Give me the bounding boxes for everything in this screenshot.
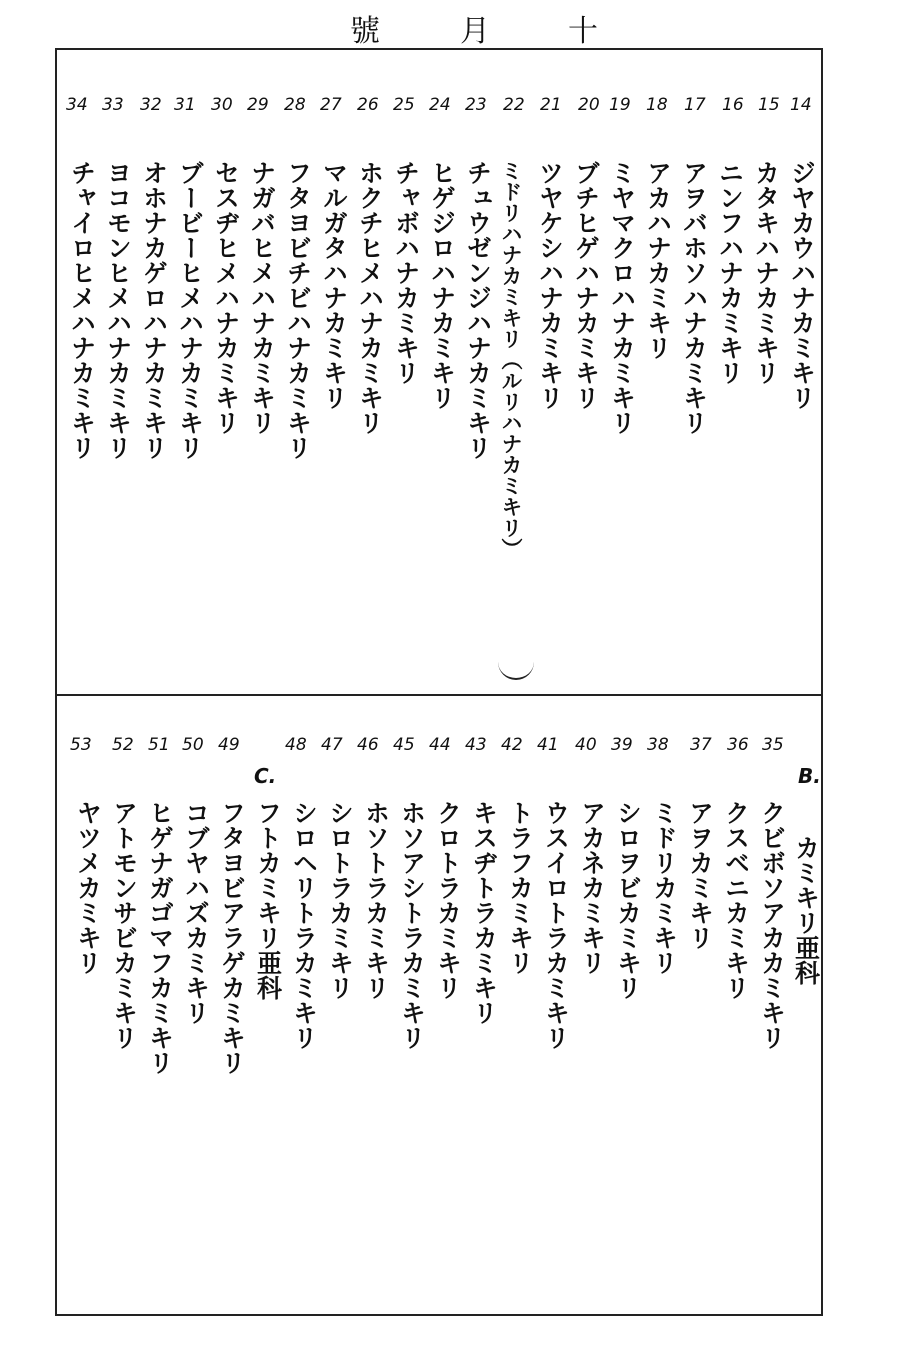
specimen-number: 20 <box>578 95 600 115</box>
group-marker-b: B. <box>798 764 821 788</box>
specimen-number: 29 <box>247 95 269 115</box>
species-name: ミヤマクロハナカミキリ <box>607 160 637 435</box>
species-name: キスヂトラカミキリ <box>469 800 499 1025</box>
specimen-number: 17 <box>684 95 706 115</box>
specimen-number: 41 <box>537 735 559 755</box>
specimen-number: 47 <box>321 735 343 755</box>
species-name: クスベニカミキリ <box>721 800 751 1000</box>
species-name: ミドリハナカミキリ（ルリハナカミキリ） <box>499 160 523 559</box>
specimen-number: 51 <box>148 735 170 755</box>
species-name: オホナカゲロハナカミキリ <box>139 160 169 460</box>
specimen-number: 36 <box>727 735 749 755</box>
specimen-number: 34 <box>66 95 88 115</box>
species-name: アカネカミキリ <box>577 800 607 975</box>
specimen-number: 35 <box>762 735 784 755</box>
specimen-number: 37 <box>690 735 712 755</box>
species-name: ホクチヒメハナカミキリ <box>355 160 385 435</box>
subfamily-heading: フトカミキリ亜科 <box>253 800 283 1000</box>
specimen-number: 23 <box>465 95 487 115</box>
species-name: ブービーヒメハナカミキリ <box>175 160 205 460</box>
specimen-number: 38 <box>647 735 669 755</box>
species-name: マルガタハナカミキリ <box>319 160 349 410</box>
specimen-number: 19 <box>609 95 631 115</box>
specimen-number: 30 <box>211 95 233 115</box>
species-name: ホソトラカミキリ <box>361 800 391 1000</box>
species-name: ヒゲジロハナカミキリ <box>427 160 457 410</box>
specimen-number: 16 <box>722 95 744 115</box>
specimen-number: 33 <box>102 95 124 115</box>
specimen-number: 28 <box>284 95 306 115</box>
species-name: ジヤカウハナカミキリ <box>787 160 817 410</box>
species-name: ナガバヒメハナカミキリ <box>247 160 277 435</box>
species-name: ヨコモンヒメハナカミキリ <box>103 160 133 460</box>
subfamily-heading: カミキリ亜科 <box>791 835 821 985</box>
specimen-number: 15 <box>758 95 780 115</box>
species-name: クビボソアカカミキリ <box>757 800 787 1050</box>
specimen-number: 46 <box>357 735 379 755</box>
species-name: アヲバホソハナカミキリ <box>679 160 709 435</box>
specimen-number: 44 <box>429 735 451 755</box>
specimen-number: 45 <box>393 735 415 755</box>
specimen-number: 42 <box>501 735 523 755</box>
species-name: コブヤハズカミキリ <box>181 800 211 1025</box>
specimen-number: 25 <box>393 95 415 115</box>
species-name: ニンフハナカミキリ <box>715 160 745 385</box>
species-name: シロヲビカミキリ <box>613 800 643 1000</box>
species-name: ホソアシトラカミキリ <box>397 800 427 1050</box>
species-name: アヲカミキリ <box>685 800 715 950</box>
specimen-number: 40 <box>575 735 597 755</box>
species-name: チャボハナカミキリ <box>391 160 421 385</box>
species-name: ヒゲナガゴマフカミキリ <box>145 800 175 1075</box>
header-char-tsuki: 月 <box>460 14 490 49</box>
specimen-number: 53 <box>70 735 92 755</box>
species-name: フタヨビチビハナカミキリ <box>283 160 313 460</box>
specimen-number: 18 <box>646 95 668 115</box>
species-name: アトモンサビカミキリ <box>109 800 139 1050</box>
parenthesis-bracket <box>498 600 534 680</box>
species-name: ウスイロトラカミキリ <box>541 800 571 1050</box>
page-header <box>300 6 620 49</box>
header-char-gou: 號 <box>350 14 380 49</box>
species-name: チュウゼンジハナカミキリ <box>463 160 493 460</box>
species-name: シロヘリトラカミキリ <box>289 800 319 1050</box>
specimen-number: 14 <box>790 95 812 115</box>
specimen-number: 32 <box>140 95 162 115</box>
specimen-number: 48 <box>285 735 307 755</box>
species-name: ツヤケシハナカミキリ <box>535 160 565 410</box>
species-name: カタキハナカミキリ <box>751 160 781 385</box>
species-name: セスヂヒメハナカミキリ <box>211 160 241 435</box>
specimen-number: 31 <box>174 95 196 115</box>
species-name: シロトラカミキリ <box>325 800 355 1000</box>
species-name: クロトラカミキリ <box>433 800 463 1000</box>
species-name: ミドリカミキリ <box>649 800 679 975</box>
species-name: トラフカミキリ <box>505 800 535 975</box>
species-name: チャイロヒメハナカミキリ <box>67 160 97 460</box>
specimen-number: 43 <box>465 735 487 755</box>
species-name: フタヨビアラゲカミキリ <box>217 800 247 1075</box>
section-divider <box>55 694 823 696</box>
specimen-number: 39 <box>611 735 633 755</box>
specimen-number: 49 <box>218 735 240 755</box>
species-name: ブチヒゲハナカミキリ <box>571 160 601 410</box>
specimen-number: 26 <box>357 95 379 115</box>
header-char-juu: 十 <box>568 14 598 49</box>
specimen-number: 22 <box>503 95 525 115</box>
specimen-number: 24 <box>429 95 451 115</box>
specimen-number: 52 <box>112 735 134 755</box>
specimen-number: 50 <box>182 735 204 755</box>
group-marker-c: C. <box>254 764 277 788</box>
species-name: アカハナカミキリ <box>643 160 673 360</box>
specimen-number: 27 <box>320 95 342 115</box>
species-name: ヤツメカミキリ <box>73 800 103 975</box>
specimen-number: 21 <box>540 95 562 115</box>
